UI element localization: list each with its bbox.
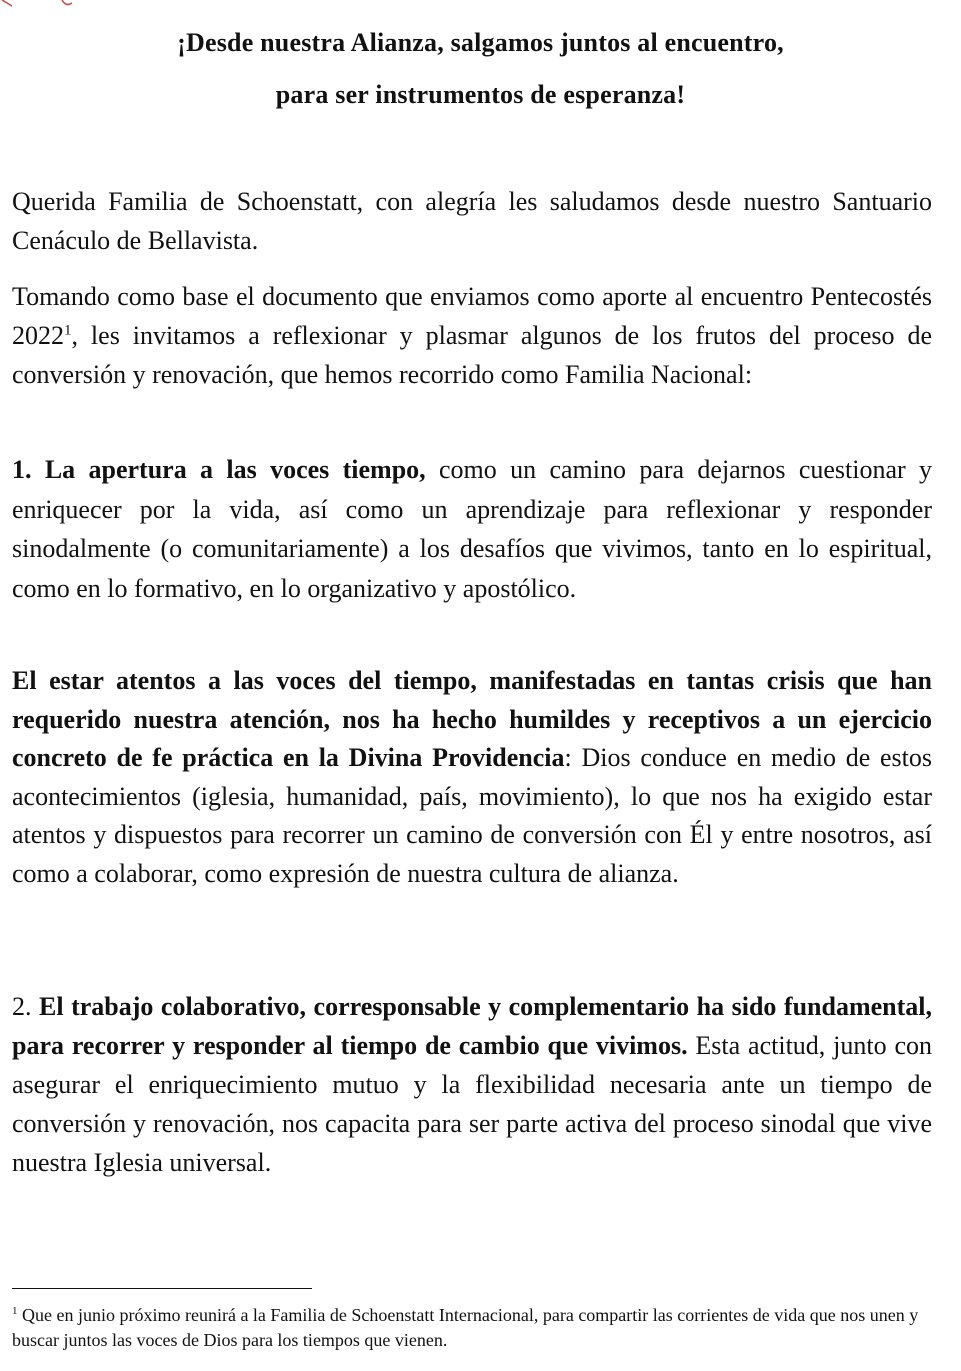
intro-text-before-ref: Tomando como base el documento que enviamos como aporte al encuentro Pentecostés 2022 <box>12 282 932 350</box>
voices-text: : Dios conduce en medio de estos acontecimientos (iglesia, humanidad, país, movimiento), lo que nos ha exigido estar atentos y dispuestos para recorrer un camino de conversión con Él y entre nosotros, así como a colaborar, como expresión de nuestra cultura de alianza. <box>12 743 933 888</box>
point-1-heading: 1. La apertura a las voces tiempo, <box>12 455 426 484</box>
intro-text-after-ref: , les invitamos a reflexionar y plasmar algunos de los frutos del proceso de conversión y renovación, que hemos recorrido como Familia Nacional: <box>12 321 932 389</box>
point-1-paragraph <box>12 450 932 608</box>
page-title-line-1: ¡Desde nuestra Alianza, salgamos juntos al encuentro, <box>177 28 784 57</box>
point-2-heading: El trabajo colaborativo, corresponsable y complementario ha sido fundamental, para recorrer y responder al tiempo de cambio que vivimos. <box>12 992 932 1060</box>
point-2-text: Esta actitud, junto con asegurar el enriquecimiento mutuo y la flexibilidad necesaria ante un tiempo de conversión y renovación, nos capacita para ser parte activa del proceso sinodal que vive nuestra Iglesia universal. <box>12 1031 932 1177</box>
footnote-reference: 1 <box>64 322 72 339</box>
footnote-divider <box>12 1288 312 1289</box>
voices-heading: El estar atentos a las voces del tiempo, manifestadas en tantas crisis que han requerido nuestra atención, nos ha hecho humildes y receptivos a un ejercicio concreto de fe práctica en la Divina Providencia <box>12 666 932 772</box>
greeting-text: Querida Familia de Schoenstatt, con alegría les saludamos desde nuestro Santuario Cenáculo de Bellavista. <box>12 187 932 255</box>
decorative-corner-mark <box>0 0 80 8</box>
greeting-paragraph <box>12 182 932 260</box>
point-2-paragraph <box>12 987 932 1182</box>
footnote <box>12 1303 936 1353</box>
point-1-text: como un camino para dejarnos cuestionar y enriquecer por la vida, así como un aprendizaje para reflexionar y responder sinodalmente (o comunitariamente) a los desafíos que vivimos, tanto en lo espiritual, como en lo formativo, en lo organizativo y apostólico. <box>12 455 933 603</box>
footnote-text: Que en junio próximo reunirá a la Familia de Schoenstatt Internacional, para compartir las corrientes de vida que nos unen y buscar juntos las voces de Dios para los tiempos que vienen. <box>12 1305 919 1350</box>
page-title-line-2: para ser instrumentos de esperanza! <box>275 80 686 109</box>
point-2-number: 2. <box>12 992 40 1021</box>
footnote-marker: 1 <box>12 1305 18 1317</box>
voices-paragraph <box>12 662 932 893</box>
intro-paragraph <box>12 277 932 394</box>
